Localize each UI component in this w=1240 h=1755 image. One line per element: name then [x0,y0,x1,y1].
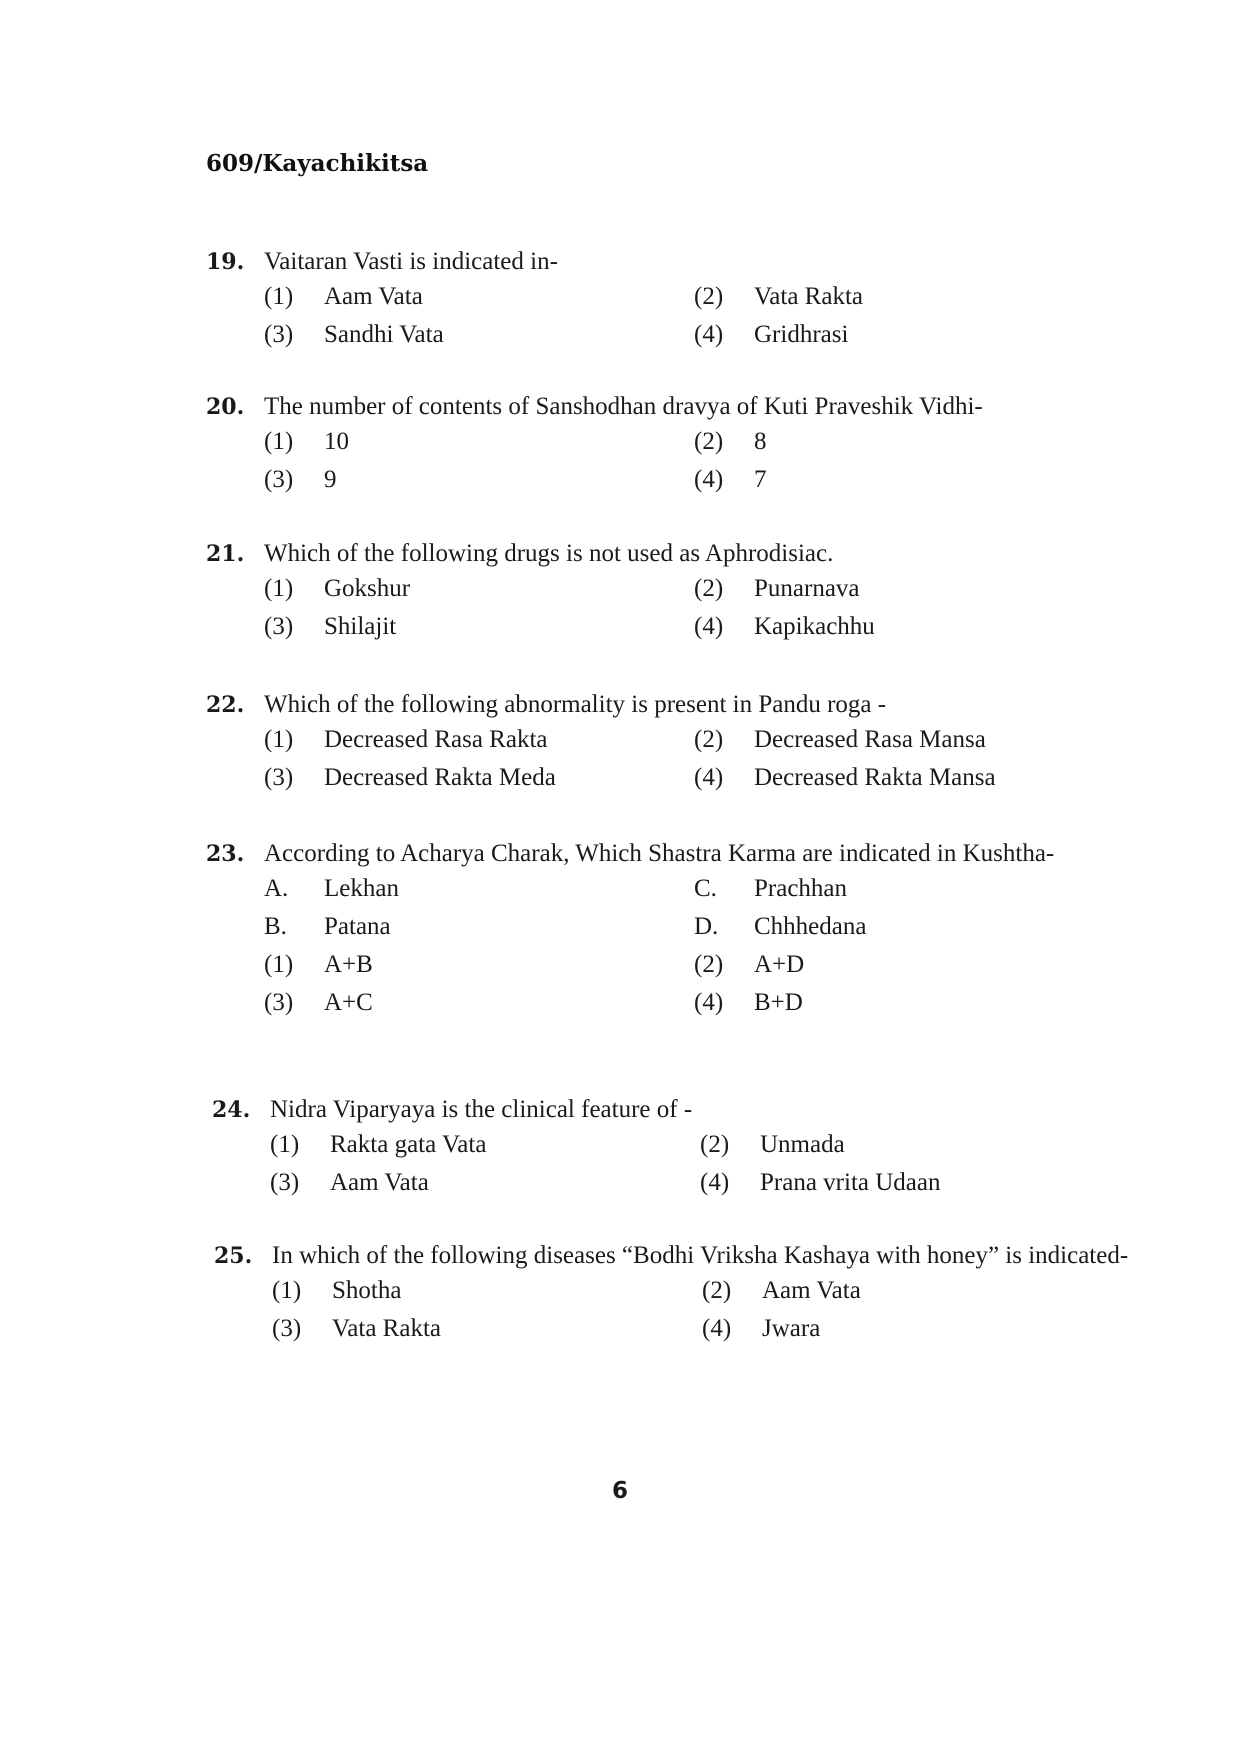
option-number: (2) [694,428,724,455]
option-text: Lekhan [324,875,399,902]
option-number: (4) [694,613,724,640]
option-text: Decreased Rasa Rakta [324,726,548,753]
option [272,1310,702,1348]
option-number: C. [694,875,717,902]
option-number: (2) [694,283,724,310]
option-number: (4) [694,321,724,348]
option-number: (1) [264,726,294,753]
option [264,759,694,797]
question-22 [206,689,1126,797]
option-number: (1) [270,1131,300,1158]
option-text: Gridhrasi [754,321,849,348]
option-number: (3) [272,1315,302,1342]
option [264,870,694,908]
option [270,1126,700,1164]
option [264,608,694,646]
options [264,721,1126,797]
option [694,870,1124,908]
option-text: Prana vrita Udaan [760,1169,941,1196]
option [694,316,1124,354]
question-number: 24. [212,1097,251,1123]
option-text: 7 [754,466,767,493]
option-text: Shotha [332,1277,402,1304]
option-text: Vata Rakta [754,283,863,310]
question-25 [214,1240,1144,1348]
option [700,1126,1130,1164]
option-number: (3) [264,989,294,1016]
option-text: Aam Vata [324,283,423,310]
option-number: (1) [264,283,294,310]
option-number: (4) [694,466,724,493]
question-number: 20. [206,394,245,420]
question-21 [206,538,1126,646]
option-text: A+B [324,951,373,978]
question-number: 21. [206,541,245,567]
option-number: (4) [700,1169,730,1196]
question-24 [212,1094,1132,1202]
option-number: (4) [702,1315,732,1342]
option [694,278,1124,316]
option-number: (3) [264,321,294,348]
option-text: Gokshur [324,575,411,602]
option [694,721,1124,759]
option-number: (2) [700,1131,730,1158]
option-text: 8 [754,428,767,455]
option-number: A. [264,875,289,902]
option-number: (2) [702,1277,732,1304]
option-number: (3) [264,613,294,640]
option [264,316,694,354]
option-text: Aam Vata [762,1277,861,1304]
option-text: Jwara [762,1315,821,1342]
option-text: Unmada [760,1131,845,1158]
option-text: Chhhedana [754,913,867,940]
option [264,278,694,316]
option-text: Aam Vata [330,1169,429,1196]
options [264,278,1126,354]
question-20 [206,391,1146,499]
option-text: Prachhan [754,875,848,902]
question-number: 23. [206,841,245,867]
option [694,461,1124,499]
option [264,946,694,984]
question-text: Nidra Viparyaya is the clinical feature of - [270,1096,693,1123]
page-header: 609/Kayachikitsa [206,150,429,177]
option [694,908,1124,946]
option-text: 9 [324,466,337,493]
question-text: According to Acharya Charak, Which Shastra Karma are indicated in Kushtha- [264,840,1055,867]
options [272,1272,1144,1348]
option-text: Shilajit [324,613,397,640]
option-text: Punarnava [754,575,860,602]
option-number: (3) [264,764,294,791]
page-number: 6 [611,1478,628,1504]
option [264,461,694,499]
option-text: Decreased Rakta Meda [324,764,556,791]
option [272,1272,702,1310]
question-19 [206,246,1126,354]
option-text: Kapikachhu [754,613,875,640]
option [702,1310,1132,1348]
option-text: Sandhi Vata [324,321,444,348]
option-text: B+D [754,989,803,1016]
option [694,570,1124,608]
option [270,1164,700,1202]
option-text: A+D [754,951,805,978]
option-text: Decreased Rasa Mansa [754,726,986,753]
option-number: (3) [270,1169,300,1196]
option [264,721,694,759]
option-number: (1) [264,575,294,602]
question-text: The number of contents of Sanshodhan dravya of Kuti Praveshik Vidhi- [264,393,983,420]
option-number: (4) [694,989,724,1016]
option [700,1164,1130,1202]
option [694,423,1124,461]
option-number: (3) [264,466,294,493]
option-number: D. [694,913,719,940]
question-text: Which of the following abnormality is present in Pandu roga - [264,691,887,718]
option-number: (1) [264,428,294,455]
option-number: (1) [272,1277,302,1304]
question-number: 22. [206,692,245,718]
question-number: 19. [206,249,245,275]
option-number: (2) [694,575,724,602]
question-23 [206,838,1126,1022]
question-text: In which of the following diseases “Bodhi Vriksha Kashaya with honey” is indicated- [272,1242,1129,1269]
question-text: Which of the following drugs is not used as Aphrodisiac. [264,540,834,567]
option [264,423,694,461]
question-text: Vaitaran Vasti is indicated in- [264,248,558,275]
options [264,870,1126,1022]
option [694,946,1124,984]
option-text: A+C [324,989,373,1016]
option [694,759,1124,797]
option-number: (4) [694,764,724,791]
option [702,1272,1132,1310]
options [264,570,1126,646]
option [264,984,694,1022]
option-number: (2) [694,726,724,753]
option-text: Decreased Rakta Mansa [754,764,996,791]
option-text: Rakta gata Vata [330,1131,487,1158]
option [694,984,1124,1022]
option [264,908,694,946]
options [270,1126,1132,1202]
question-number: 25. [214,1243,253,1269]
option-text: Patana [324,913,391,940]
option-number: (2) [694,951,724,978]
options [264,423,1146,499]
option-number: (1) [264,951,294,978]
option [264,570,694,608]
option-text: 10 [324,428,349,455]
option-number: B. [264,913,287,940]
option [694,608,1124,646]
option-text: Vata Rakta [332,1315,441,1342]
